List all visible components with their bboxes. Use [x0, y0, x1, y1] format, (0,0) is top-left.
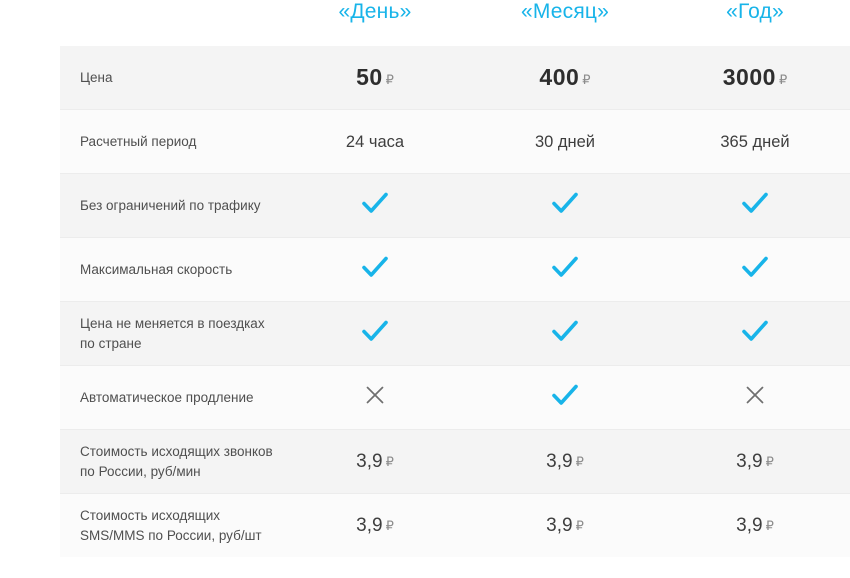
check-icon [552, 320, 578, 345]
period-value: 365 дней [720, 132, 790, 151]
price-value: 3000 [722, 64, 776, 90]
cell-value [470, 238, 660, 302]
table-body [0, 46, 850, 557]
header-plan-month [470, 0, 660, 46]
cell-value [660, 238, 850, 302]
feature-label: Цена не меняется в поездках по стране [60, 302, 280, 366]
currency-symbol: ₽ [582, 72, 591, 87]
plan-year-title: «Год» [726, 0, 784, 23]
cross-icon [365, 385, 385, 408]
cell-value [470, 174, 660, 238]
cell-value [280, 430, 470, 494]
currency-symbol: ₽ [385, 517, 394, 533]
cell-value [660, 46, 850, 110]
feature-label: Стоимость исходящих SMS/MMS по России, руб/шт [60, 494, 280, 558]
period-value: 30 дней [534, 132, 596, 151]
feature-label: Максимальная скорость [60, 238, 280, 302]
cost-value: 3,9 [356, 450, 383, 472]
cell-value [660, 302, 850, 366]
check-icon [362, 320, 388, 345]
table-row [0, 46, 850, 110]
row-pad-left [0, 494, 60, 558]
cost-value: 3,9 [356, 514, 383, 536]
cell-value [470, 430, 660, 494]
currency-symbol: ₽ [385, 453, 394, 469]
cost-value: 3,9 [736, 450, 763, 472]
plan-day-title: «День» [338, 0, 412, 23]
currency-symbol: ₽ [575, 453, 584, 469]
feature-label: Без ограничений по трафику [60, 174, 280, 238]
cell-value [470, 110, 660, 174]
header-plan-year [660, 0, 850, 46]
feature-label: Стоимость исходящих звонков по России, руб/мин [60, 430, 280, 494]
row-pad-left [0, 366, 60, 430]
row-pad-left [0, 238, 60, 302]
cell-value [470, 366, 660, 430]
cell-value [660, 366, 850, 430]
cell-value [660, 494, 850, 558]
feature-label: Автоматическое продление [60, 366, 280, 430]
row-pad-left [0, 174, 60, 238]
cell-value [280, 494, 470, 558]
check-icon [362, 192, 388, 217]
row-pad-left [0, 46, 60, 110]
cell-value [470, 46, 660, 110]
cell-value [470, 302, 660, 366]
currency-symbol: ₽ [765, 517, 774, 533]
header-feature-column [60, 0, 280, 46]
currency-symbol: ₽ [765, 453, 774, 469]
table-row [0, 494, 850, 558]
cost-value: 3,9 [546, 450, 573, 472]
cost-value: 3,9 [736, 514, 763, 536]
row-pad-left [0, 110, 60, 174]
table-row [0, 174, 850, 238]
table-row [0, 430, 850, 494]
check-icon [552, 192, 578, 217]
feature-label: Расчетный период [60, 110, 280, 174]
cell-value [280, 302, 470, 366]
price-value: 50 [356, 64, 383, 90]
cell-value [470, 494, 660, 558]
cell-value [660, 174, 850, 238]
period-value: 24 часа [345, 132, 405, 151]
header-pad-left [0, 0, 60, 46]
feature-label: Цена [60, 46, 280, 110]
currency-symbol: ₽ [575, 517, 584, 533]
table-row [0, 238, 850, 302]
currency-symbol: ₽ [385, 72, 394, 87]
table-row [0, 302, 850, 366]
check-icon [552, 256, 578, 281]
cell-value [660, 110, 850, 174]
price-value: 400 [539, 64, 580, 90]
cell-value [280, 110, 470, 174]
cross-icon [745, 385, 765, 408]
cost-value: 3,9 [546, 514, 573, 536]
row-pad-left [0, 302, 60, 366]
check-icon [362, 256, 388, 281]
check-icon [742, 320, 768, 345]
header-plan-day [280, 0, 470, 46]
table-header [0, 0, 850, 46]
check-icon [742, 256, 768, 281]
table-header-row [0, 0, 850, 46]
table-row [0, 366, 850, 430]
check-icon [742, 192, 768, 217]
currency-symbol: ₽ [778, 72, 788, 87]
cell-value [660, 430, 850, 494]
cell-value [280, 238, 470, 302]
cell-value [280, 174, 470, 238]
plan-month-title: «Месяц» [520, 0, 610, 23]
cell-value [280, 366, 470, 430]
cell-value [280, 46, 470, 110]
table-row [0, 110, 850, 174]
row-pad-left [0, 430, 60, 494]
check-icon [552, 384, 578, 409]
